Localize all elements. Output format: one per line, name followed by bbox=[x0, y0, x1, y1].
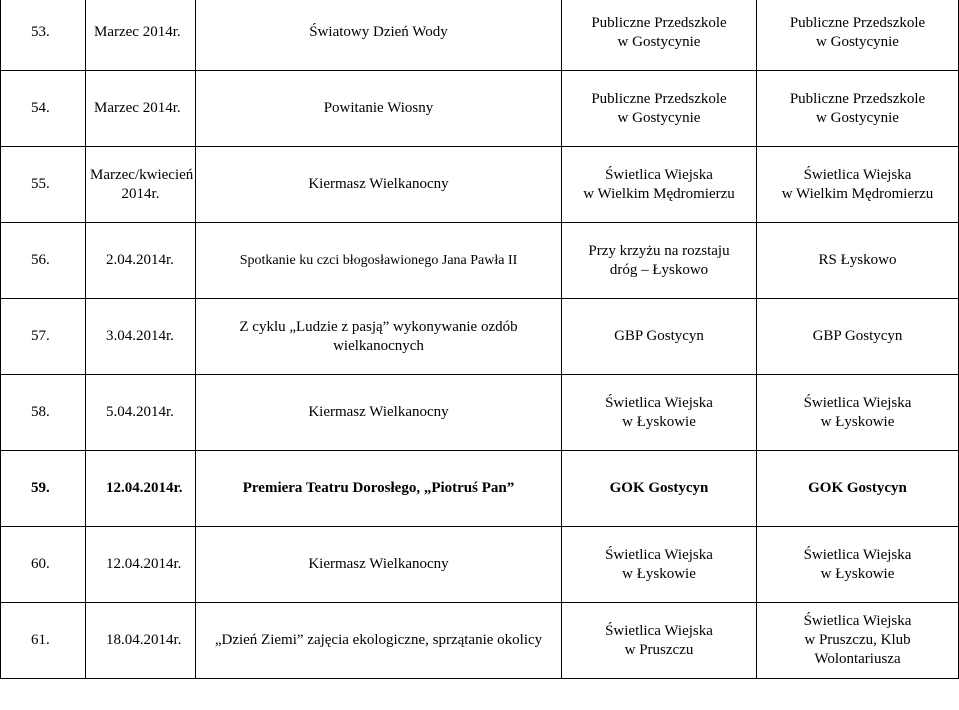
date-line: 2014r. bbox=[121, 185, 160, 202]
row-place bbox=[757, 0, 959, 71]
organizer-line: Świetlica Wiejska bbox=[605, 622, 713, 639]
row-event: Światowy Dzień Wody bbox=[196, 0, 562, 71]
place-line: GBP Gostycyn bbox=[812, 328, 903, 344]
organizer-line: Świetlica Wiejska bbox=[605, 166, 713, 183]
row-event: Powitanie Wiosny bbox=[196, 71, 562, 147]
place-line: w Pruszczu, Klub Wolontariusza bbox=[804, 632, 911, 667]
table-row bbox=[1, 603, 959, 679]
place-line: GOK Gostycyn bbox=[808, 480, 907, 496]
row-date: Marzec 2014r. bbox=[86, 71, 196, 147]
date-line: Marzec/kwiecień bbox=[90, 166, 194, 183]
row-number: 59. bbox=[1, 451, 86, 527]
row-organizer bbox=[562, 527, 757, 603]
row-organizer bbox=[562, 71, 757, 147]
table-row bbox=[1, 147, 959, 223]
row-number: 53. bbox=[1, 0, 86, 71]
row-number: 57. bbox=[1, 299, 86, 375]
row-event: Premiera Teatru Dorosłego, „Piotruś Pan” bbox=[196, 451, 562, 527]
organizer-line: w Gostycynie bbox=[617, 109, 701, 126]
row-number: 58. bbox=[1, 375, 86, 451]
row-event: Kiermasz Wielkanocny bbox=[196, 147, 562, 223]
table-row bbox=[1, 451, 959, 527]
organizer-line: w Gostycynie bbox=[617, 33, 701, 50]
row-place bbox=[757, 603, 959, 679]
row-organizer bbox=[562, 375, 757, 451]
row-organizer bbox=[562, 603, 757, 679]
row-organizer bbox=[562, 0, 757, 71]
organizer-line: Publiczne Przedszkole bbox=[591, 14, 727, 31]
row-number: 61. bbox=[1, 603, 86, 679]
place-line: w Łyskowie bbox=[820, 413, 895, 430]
row-event: Spotkanie ku czci błogosławionego Jana Pawła II bbox=[196, 223, 562, 299]
place-line: w Gostycynie bbox=[816, 109, 899, 126]
row-event bbox=[196, 299, 562, 375]
event-line: wielkanocnych bbox=[333, 337, 424, 354]
organizer-line: w Łyskowie bbox=[622, 565, 696, 582]
place-line: w Wielkim Mędromierzu bbox=[781, 185, 934, 202]
row-number: 60. bbox=[1, 527, 86, 603]
row-place bbox=[757, 375, 959, 451]
row-organizer bbox=[562, 223, 757, 299]
row-date bbox=[86, 147, 196, 223]
table-row bbox=[1, 0, 959, 71]
row-event: „Dzień Ziemi” zajęcia ekologiczne, sprzątanie okolicy bbox=[196, 603, 562, 679]
row-date: 2.04.2014r. bbox=[86, 223, 196, 299]
row-date: 3.04.2014r. bbox=[86, 299, 196, 375]
row-organizer bbox=[562, 299, 757, 375]
row-number: 54. bbox=[1, 71, 86, 147]
row-organizer bbox=[562, 147, 757, 223]
row-date: 5.04.2014r. bbox=[86, 375, 196, 451]
table-row bbox=[1, 375, 959, 451]
row-organizer bbox=[562, 451, 757, 527]
place-line: Świetlica Wiejska bbox=[803, 613, 912, 629]
row-date: 12.04.2014r. bbox=[86, 527, 196, 603]
organizer-line: GOK Gostycyn bbox=[609, 480, 709, 496]
event-line: Z cyklu „Ludzie z pasją” wykonywanie ozdób bbox=[239, 318, 518, 335]
organizer-line: Świetlica Wiejska bbox=[605, 394, 713, 411]
place-line: RS Łyskowo bbox=[818, 252, 897, 268]
organizer-line: w Wielkim Mędromierzu bbox=[583, 185, 735, 202]
organizer-line: w Łyskowie bbox=[622, 413, 696, 430]
row-event: Kiermasz Wielkanocny bbox=[196, 375, 562, 451]
place-line: Publiczne Przedszkole bbox=[789, 14, 926, 31]
row-date: Marzec 2014r. bbox=[86, 0, 196, 71]
organizer-line: dróg – Łyskowo bbox=[609, 261, 709, 278]
row-place bbox=[757, 147, 959, 223]
place-line: Świetlica Wiejska bbox=[803, 166, 912, 183]
organizer-line: Przy krzyżu na rozstaju bbox=[588, 242, 730, 259]
row-place bbox=[757, 527, 959, 603]
row-date: 18.04.2014r. bbox=[86, 603, 196, 679]
row-place bbox=[757, 223, 959, 299]
row-number: 56. bbox=[1, 223, 86, 299]
place-line: Publiczne Przedszkole bbox=[789, 90, 926, 107]
place-line: w Gostycynie bbox=[816, 33, 899, 50]
table-row bbox=[1, 71, 959, 147]
organizer-line: Świetlica Wiejska bbox=[605, 546, 713, 563]
row-place bbox=[757, 71, 959, 147]
place-line: Świetlica Wiejska bbox=[803, 546, 912, 563]
organizer-line: GBP Gostycyn bbox=[614, 328, 704, 344]
place-line: Świetlica Wiejska bbox=[803, 394, 912, 411]
row-event: Kiermasz Wielkanocny bbox=[196, 527, 562, 603]
table-row bbox=[1, 223, 959, 299]
place-line: w Łyskowie bbox=[820, 565, 895, 582]
organizer-line: Publiczne Przedszkole bbox=[591, 90, 727, 107]
row-number: 55. bbox=[1, 147, 86, 223]
row-place bbox=[757, 299, 959, 375]
organizer-line: w Pruszczu bbox=[624, 641, 694, 658]
table-row bbox=[1, 527, 959, 603]
row-date: 12.04.2014r. bbox=[86, 451, 196, 527]
row-place bbox=[757, 451, 959, 527]
table-row bbox=[1, 299, 959, 375]
